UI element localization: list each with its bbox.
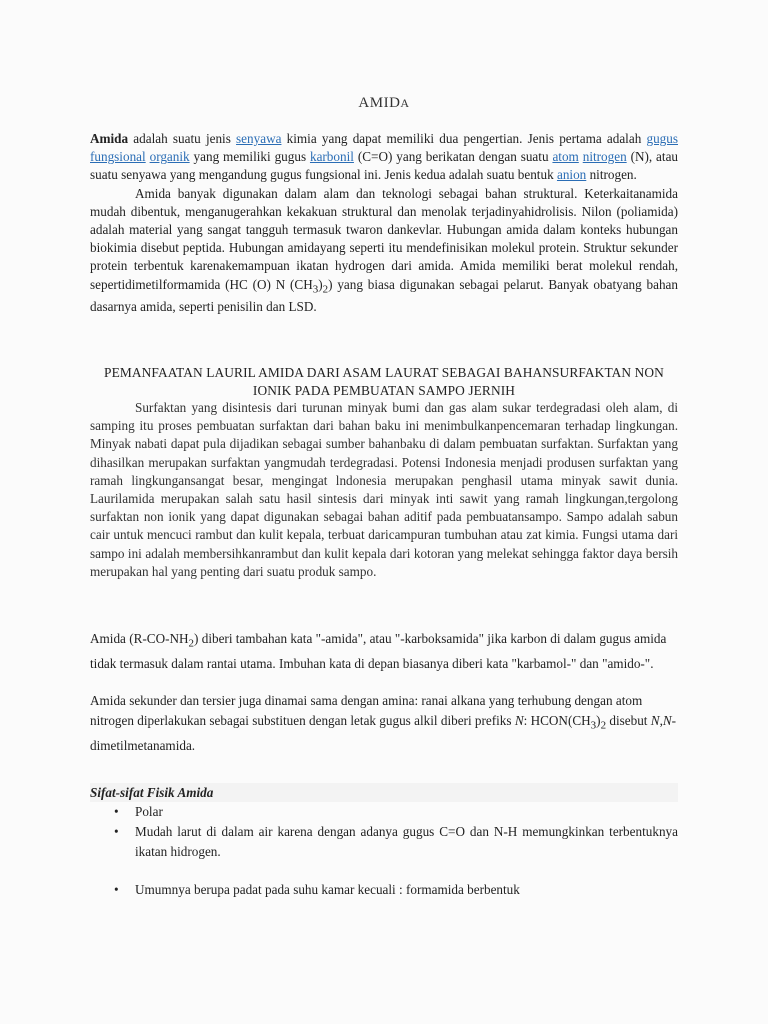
text-run: Amida banyak digunakan dalam alam dan teknologi sebagai bahan struktural. Keterkaitanamida mudah dibentuk, menganugerahkan kekakuan struktural dan menolak terjadinyahidrolisis. Nilon (poliamida) adalah material yang sangat tangguh termasuk twaron dankevlar. Hubungan amida dalam konteks hubungan biokimia disebut peptida. Hubungan amidayang seperti itu mendefinisikan molekul protein. Struktur sekunder protein terbentuk karenakemampuan ikatan hydrogen dari amida. Amida memiliki berat molekul rendah, sepertidimetilformamida (HC (O) N (CH [90, 185, 678, 292]
list-item [90, 802, 678, 822]
page-title [90, 94, 678, 112]
text-run: disebut [606, 713, 651, 728]
subscript: 2 [322, 283, 329, 296]
italic-n: N [650, 713, 660, 728]
title-small: A [400, 96, 410, 110]
section-heading: PEMANFAATAN LAURIL AMIDA DARI ASAM LAURAT SEBAGAI BAHANSURFAKTAN NON IONIK PADA PEMBUATAN SAMPO JERNIH [104, 365, 664, 398]
link-atom[interactable]: atom [552, 149, 579, 165]
paragraph-definition [90, 130, 678, 185]
list-item-text: Mudah larut di dalam air karena dengan adanya gugus C=O dan N-H memungkinkan terbentuknya ikatan hidrogen. [135, 824, 678, 859]
list-item-text: Polar [135, 804, 163, 819]
list-item [90, 822, 678, 862]
term-amida: Amida [90, 131, 129, 146]
intro-section [90, 130, 678, 317]
subscript: 2 [188, 637, 195, 650]
link-organik[interactable]: organik [149, 149, 190, 165]
text-run: , [659, 713, 663, 728]
text-run: Amida sekunder dan tersier juga dinamai sama dengan amina: ranai alkana yang terhubung dengan atom nitrogen diperlakukan sebagai substituen dengan letak gugus alkil diberi prefiks [90, 693, 643, 728]
link-gugus-fungsional[interactable]: gugus fungsional [90, 131, 678, 165]
bullet: • [114, 882, 119, 897]
link-anion[interactable]: anion [556, 167, 587, 183]
text-run: kimia yang dapat memiliki dua pengertian. Jenis pertama adalah [281, 131, 647, 146]
link-nitrogen[interactable]: nitrogen [582, 149, 627, 165]
subheading-sifat-fisik: Sifat-sifat Fisik Amida [90, 783, 678, 802]
subscript: 3 [312, 283, 319, 296]
paragraph-surfaktan: Surfaktan yang disintesis dari turunan minyak bumi dan gas alam sukar terdegradasi oleh alam, di samping itu proses pembuatan surfaktan dari bahan baku ini menimbulkanpencemaran terhadap lingkungan. Minyak nabati dapat pula dijadikan sebagai sumber bahanbaku di dalam pembuatan surfaktan. Surfaktan yang dihasilkan merupakan surfaktan yangmudah terdegradasi. Potensi Indonesia menjadi produsen surfaktan yang ramah lingkungansangat besar, mengingat lndonesia merupakan penghasil utama minyak sawit dunia. Laurilamida merupakan salah satu hasil sintesis dari minyak inti sawit yang ramah lingkungan,tergolong surfaktan non ionik yang dapat digunakan sebagai bahan aditif pada pembuatansampo. Sampo adalah sabun cair untuk mencuci rambut dan kulit kepala, terbuat daricampuran tumbuhan atau zat kimia. Fungsi utama dari sampo ini adalah membersihkanrambut dan kulit kepala dari kotoran yang melekat sehingga faktor daya bersih merupakan hal yang penting dari suatu produk sampo. [90, 400, 678, 579]
link-karbonil[interactable]: karbonil [309, 149, 354, 165]
text-run: -dimetilmetanamida. [90, 713, 677, 753]
text-run: yang memiliki gugus [189, 149, 310, 165]
list-item-text: Umumnya berupa padat pada suhu kamar kecuali : formamida berbentuk [135, 882, 520, 897]
text-run: ) yang biasa digunakan sebagai pelarut. Banyak obatyang bahan dasarnya amida, seperti penisilin dan LSD. [90, 276, 679, 315]
italic-n: N [514, 713, 524, 728]
surfaktan-section [90, 399, 678, 581]
bullet: • [114, 804, 119, 819]
text-run: ) diberi tambahan kata "-amida", atau "-karboksamida" jika karbon di dalam gugus amida tidak termasuk dalam rantai utama. Imbuhan kata di depan biasanya diberi kata "karbamol-" dan "amido-". [90, 631, 667, 671]
text-run: (C=O) yang berikatan dengan suatu [353, 149, 553, 165]
text-run: ) [596, 713, 601, 728]
text-run: ) [318, 276, 323, 292]
naming-section [90, 629, 678, 674]
list-item [90, 880, 678, 900]
text-run: (N), atau suatu senyawa yang mengandung gugus fungsional ini. Jenis kedua adalah suatu bentuk [90, 149, 679, 183]
link-senyawa[interactable]: senyawa [236, 131, 282, 146]
properties-list [90, 802, 678, 900]
text-run: adalah suatu jenis [128, 131, 237, 146]
paragraph-uses [90, 185, 678, 317]
bullet: • [114, 824, 119, 839]
subscript: 3 [590, 719, 597, 732]
text-run: nitrogen. [586, 167, 637, 183]
italic-n: N [662, 713, 672, 728]
title-main: AMID [358, 95, 401, 111]
subscript: 2 [600, 719, 607, 732]
text-run: Amida (R-CO-NH [90, 631, 189, 646]
text-run: : HCON(CH [523, 713, 591, 728]
secondary-section [90, 691, 678, 756]
paragraph-secondary [90, 691, 678, 756]
paragraph-naming [90, 629, 678, 674]
